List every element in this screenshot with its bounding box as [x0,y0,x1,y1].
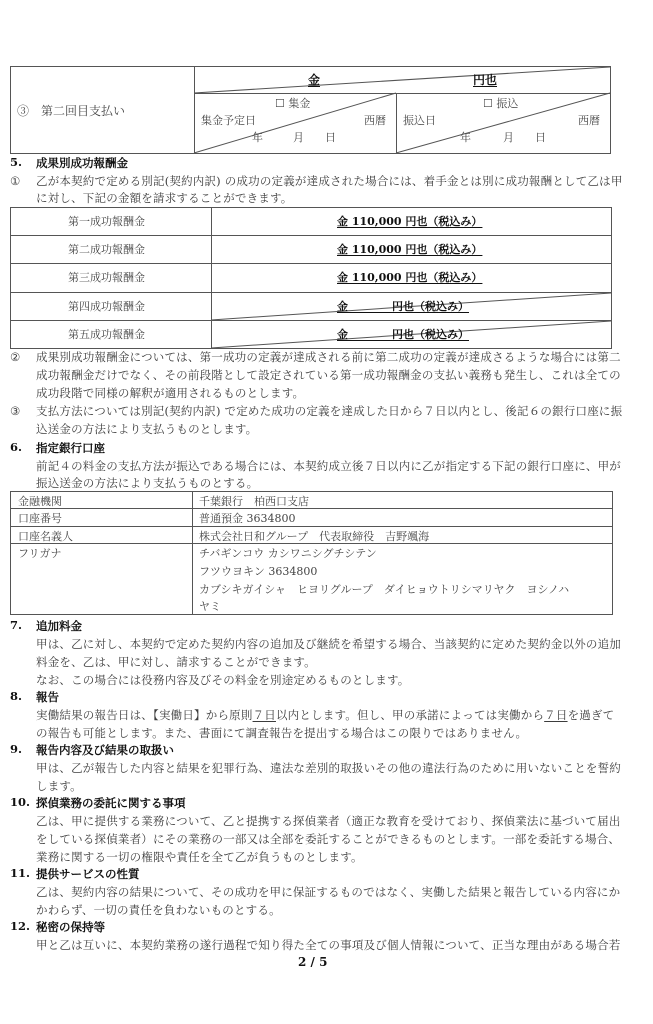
table-divider [192,491,193,615]
paragraph-line: 乙は、契約内容の結果について、その成功を甲に保証するものではなく、実働した結果と報告している内容にか [36,885,621,899]
section-title: 報告内容及び結果の取扱い [36,743,174,757]
paragraph-line: 込送金の方法により支払うものとします。 [36,422,258,436]
paragraph-line: します。 [36,779,82,793]
section-title: 追加料金 [36,619,82,633]
paragraph-line: 成果別成功報酬金については、第一成功の定義が達成される前に第二成功の定義が達成さるような場合には第二 [36,350,621,364]
paragraph-line: に対し、下記の金額を請求することができます。 [36,191,293,205]
transfer-date-label: 振込日 [403,114,436,127]
reward-amount: 金 110,000 円也（税込み） [337,271,483,284]
paragraph-line: 乙は、甲に提供する業務について、乙と提携する探偵業者（適正な教育を受けており、探偵業法に基づいて届出 [36,814,621,828]
text-run: 以内とします。但し、甲の承諾によっては実働から [275,708,545,722]
furigana-value: チバギンコウ カシワニシグチシテン [199,547,377,560]
underlined-days: ７日 [252,708,276,722]
collection-day: 日 [325,131,336,144]
section-number: 5. [10,155,23,169]
item-marker: ② [10,350,21,364]
bank-label: 金融機関 [18,495,62,508]
row-divider [10,508,613,509]
section-number: 6. [10,440,23,454]
section-title: 指定銀行口座 [36,441,105,455]
bank-value: 千葉銀行 柏西口支店 [199,495,309,508]
paragraph-line: 支払方法については別記(契約内訳) で定めた成功の定義を達成した日から７日以内とし、後記６の銀行口座に振 [36,404,623,418]
paragraph-line: 甲は、乙が報告した内容と結果を犯罪行為、違法な差別的取扱いその他の違法行為のために用いないことを誓約 [36,761,621,775]
reward-amount: 金 110,000 円也（税込み） [337,243,483,256]
paragraph-line: なお、この場合には役務内容及びその料金を別途定めるものとします。 [36,673,410,687]
reward-label: 第四成功報酬金 [68,300,145,313]
paragraph-line: 振込送金の方法により支払うものとする。 [36,476,259,490]
section-number: 8. [10,689,23,703]
paragraph-line: 成功段階で同様の解釈が適用されるものとします。 [36,386,305,400]
reward-amount: 金 円也（税込み） [337,300,469,313]
payment-label: ③ 第二回目支払い [17,104,126,118]
paragraph-line: 料金を、乙は、甲に対し、請求することができます。 [36,655,316,669]
text-run: 実働結果の報告日は、【実働日】から原則 [36,708,253,722]
furigana-value: フツウヨキン 3634800 [199,565,318,578]
section-number: 7. [10,618,23,632]
reward-amount: 金 円也（税込み） [337,328,469,341]
account-number-value: 普通預金 3634800 [199,512,296,525]
section-number: 10. [10,795,31,809]
text-run: を過ぎて [567,708,615,722]
collection-date-label: 集金予定日 [201,114,256,127]
paragraph-line: 甲と乙は互いに、本契約業務の遂行過程で知り得た全ての事項及び個人情報について、正当な理由がある場合若 [36,938,621,952]
section-title: 探偵業務の委託に関する事項 [36,796,186,810]
section-number: 12. [10,919,31,933]
account-holder-value: 株式会社日和グループ 代表取締役 吉野颯海 [199,530,430,543]
transfer-year: 年 [460,131,471,144]
collection-checkbox[interactable]: ☐ 集金 [275,97,311,110]
amount-prefix: 金 [308,73,321,87]
page-number: 2 / 5 [298,955,328,969]
transfer-month: 月 [503,131,514,144]
section-number: 11. [10,866,31,880]
furigana-label: フリガナ [18,547,62,560]
transfer-era-label: 西暦 [578,114,600,127]
collection-month: 月 [293,131,304,144]
paragraph-line: の報告も可能とします。また、書面にて調査報告を提出する場合はこの限りではありません。 [36,726,528,740]
account-number-label: 口座番号 [18,512,62,525]
underlined-days: ７日 [544,708,568,722]
paragraph-line: 前記４の料金の支払方法が振込である場合には、本契約成立後７日以内に乙が指定する下記の銀行口座に、甲が [36,459,621,473]
amount-suffix: 円也 [473,73,498,87]
paragraph-line: 業務に関する一切の権限や責任を全て乙が負うものとします。 [36,850,363,864]
paragraph-line [36,706,614,724]
collection-era-label: 西暦 [364,114,386,127]
paragraph-line: 成功報酬金だけでなく、その前段階として設定されている第一成功報酬金の支払い義務も発生し、これは全ての [36,368,621,382]
section-title: 報告 [36,690,59,704]
section-title: 提供サービスの性質 [36,867,140,881]
reward-label: 第三成功報酬金 [68,271,145,284]
reward-label: 第五成功報酬金 [68,328,145,341]
item-marker: ③ [10,404,21,418]
row-divider [10,526,613,527]
reward-amount: 金 110,000 円也（税込み） [337,215,483,228]
section-title: 成果別成功報酬金 [36,156,128,170]
paragraph-line: 乙が本契約で定める別記(契約内訳) の成功の定義が達成された場合には、着手金とは別に成功報酬として乙は甲 [36,174,623,188]
furigana-value: ヤミ [199,600,221,613]
furigana-value: カブシキガイシャ ヒヨリグループ ダイヒョウトリシマリヤク ヨシノハ [199,583,570,596]
item-marker: ① [10,174,21,188]
paragraph-line: をしている探偵業者）にその業務の一部又は全部を委託することができるものとします。一部を委託する場合、 [36,832,621,846]
paragraph-line: かわらず、一切の責任を負わないものとする。 [36,903,281,917]
paragraph-line: 甲は、乙に対し、本契約で定めた契約内容の追加及び継続を希望する場合、当該契約に定めた契約金以外の追加 [36,637,621,651]
reward-label: 第一成功報酬金 [68,215,145,228]
transfer-checkbox[interactable]: ☐ 振込 [483,97,519,110]
section-number: 9. [10,742,23,756]
account-holder-label: 口座名義人 [18,530,73,543]
transfer-day: 日 [535,131,546,144]
reward-label: 第二成功報酬金 [68,243,145,256]
section-title: 秘密の保持等 [36,920,105,934]
collection-year: 年 [252,131,263,144]
